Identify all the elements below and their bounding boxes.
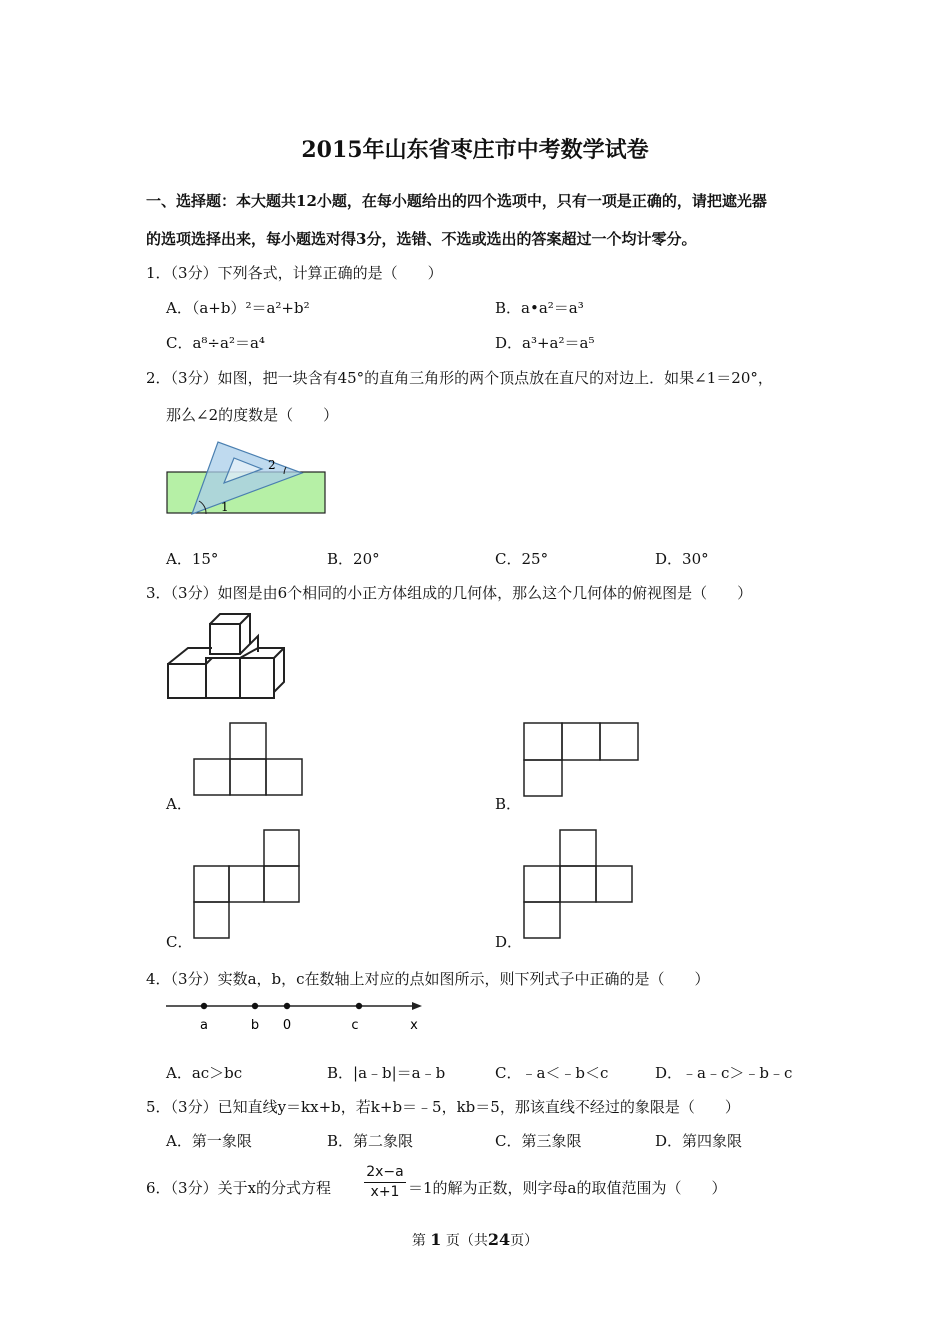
q2-ruler-triangle-figure bbox=[166, 438, 328, 518]
q3-cubes-figure bbox=[166, 612, 291, 704]
paper-title: 2015年山东省枣庄市中考数学试卷 bbox=[301, 137, 649, 163]
q3-option-d-grid bbox=[523, 829, 633, 939]
label-b: b bbox=[250, 1018, 260, 1033]
q3-option-c-grid bbox=[193, 829, 301, 939]
q5-option-c: C．第三象限 bbox=[495, 1132, 582, 1150]
q6-stem-pre: 6．（3分）关于x的分式方程 bbox=[146, 1179, 332, 1197]
section-heading-line2: 的选项选择出来，每小题选对得3分，选错、不选或选出的答案超过一个均计零分。 bbox=[146, 230, 697, 248]
q3-option-a-label: A． bbox=[166, 795, 192, 813]
q3-option-a-grid bbox=[193, 722, 303, 797]
q5-option-b: B．第二象限 bbox=[327, 1132, 414, 1150]
q1-stem: 1．（3分）下列各式，计算正确的是（ ） bbox=[146, 264, 443, 282]
label-x: x bbox=[410, 1018, 418, 1033]
footer-pre: 第 bbox=[411, 1233, 426, 1249]
point-b bbox=[252, 1003, 258, 1009]
q3-option-b-label: B． bbox=[495, 795, 522, 813]
q4-option-c: C．﹣a＜﹣b＜c bbox=[495, 1064, 609, 1082]
q2-stem-line1: 2．（3分）如图，把一块含有45°的直角三角形的两个顶点放在直尺的对边上．如果∠1＝20°， bbox=[146, 369, 773, 387]
q6-denominator: x+1 bbox=[364, 1182, 406, 1202]
q6-stem-post: ＝1的解为正数，则字母a的取值范围为（ ） bbox=[408, 1179, 727, 1197]
q1-option-d: D．a³+a²＝a⁵ bbox=[495, 334, 595, 352]
q3-option-c-label: C． bbox=[166, 933, 193, 951]
q4-stem: 4．（3分）实数a，b，c在数轴上对应的点如图所示，则下列式子中正确的是（ ） bbox=[146, 970, 710, 988]
q4-number-line bbox=[166, 996, 426, 1036]
angle1-label: 1 bbox=[221, 500, 229, 514]
q3-option-d-label: D． bbox=[495, 933, 523, 951]
q1-option-b: B．a•a²＝a³ bbox=[495, 299, 584, 317]
point-zero bbox=[284, 1003, 290, 1009]
q1-option-a: A．（a+b）²＝a²+b² bbox=[166, 299, 310, 317]
footer-mid: 页（共 bbox=[445, 1233, 488, 1249]
point-c bbox=[356, 1003, 362, 1009]
q5-option-d: D．第四象限 bbox=[655, 1132, 743, 1150]
label-c: c bbox=[351, 1018, 359, 1033]
page-footer bbox=[0, 1230, 950, 1250]
footer-post: 页） bbox=[510, 1233, 539, 1249]
q2-option-a: A．15° bbox=[166, 550, 219, 568]
q2-option-d: D．30° bbox=[655, 550, 709, 568]
section-heading-line1: 一、选择题：本大题共12小题，在每小题给出的四个选项中，只有一项是正确的，请把遮光器 bbox=[146, 192, 767, 210]
q5-stem: 5．（3分）已知直线y＝kx+b，若k+b＝﹣5，kb＝5，那该直线不经过的象限是（ ） bbox=[146, 1098, 740, 1116]
q2-stem-line2: 那么∠2的度数是（ ） bbox=[166, 406, 339, 424]
label-a: a bbox=[200, 1018, 208, 1033]
axis-arrow bbox=[412, 1002, 422, 1010]
q3-stem: 3．（3分）如图是由6个相同的小正方体组成的几何体，那么这个几何体的俯视图是（ ） bbox=[146, 584, 753, 602]
q2-option-c: C．25° bbox=[495, 550, 549, 568]
q4-option-b: B．|a﹣b|＝a﹣b bbox=[327, 1064, 446, 1082]
q6-fraction bbox=[364, 1163, 406, 1202]
point-a bbox=[201, 1003, 207, 1009]
q6-numerator: 2x−a bbox=[366, 1164, 404, 1180]
footer-page-number: 1 bbox=[430, 1230, 442, 1249]
q5-option-a: A．第一象限 bbox=[166, 1132, 252, 1150]
q1-option-c: C．a⁸÷a²＝a⁴ bbox=[166, 334, 265, 352]
angle2-label: 2 bbox=[268, 458, 276, 472]
q4-option-a: A．ac＞bc bbox=[166, 1064, 243, 1082]
label-zero: 0 bbox=[282, 1018, 292, 1033]
q2-option-b: B．20° bbox=[327, 550, 380, 568]
q4-option-d: D．﹣a﹣c＞﹣b﹣c bbox=[655, 1064, 793, 1082]
footer-total-pages: 24 bbox=[487, 1230, 511, 1249]
q3-option-b-grid bbox=[523, 722, 640, 797]
